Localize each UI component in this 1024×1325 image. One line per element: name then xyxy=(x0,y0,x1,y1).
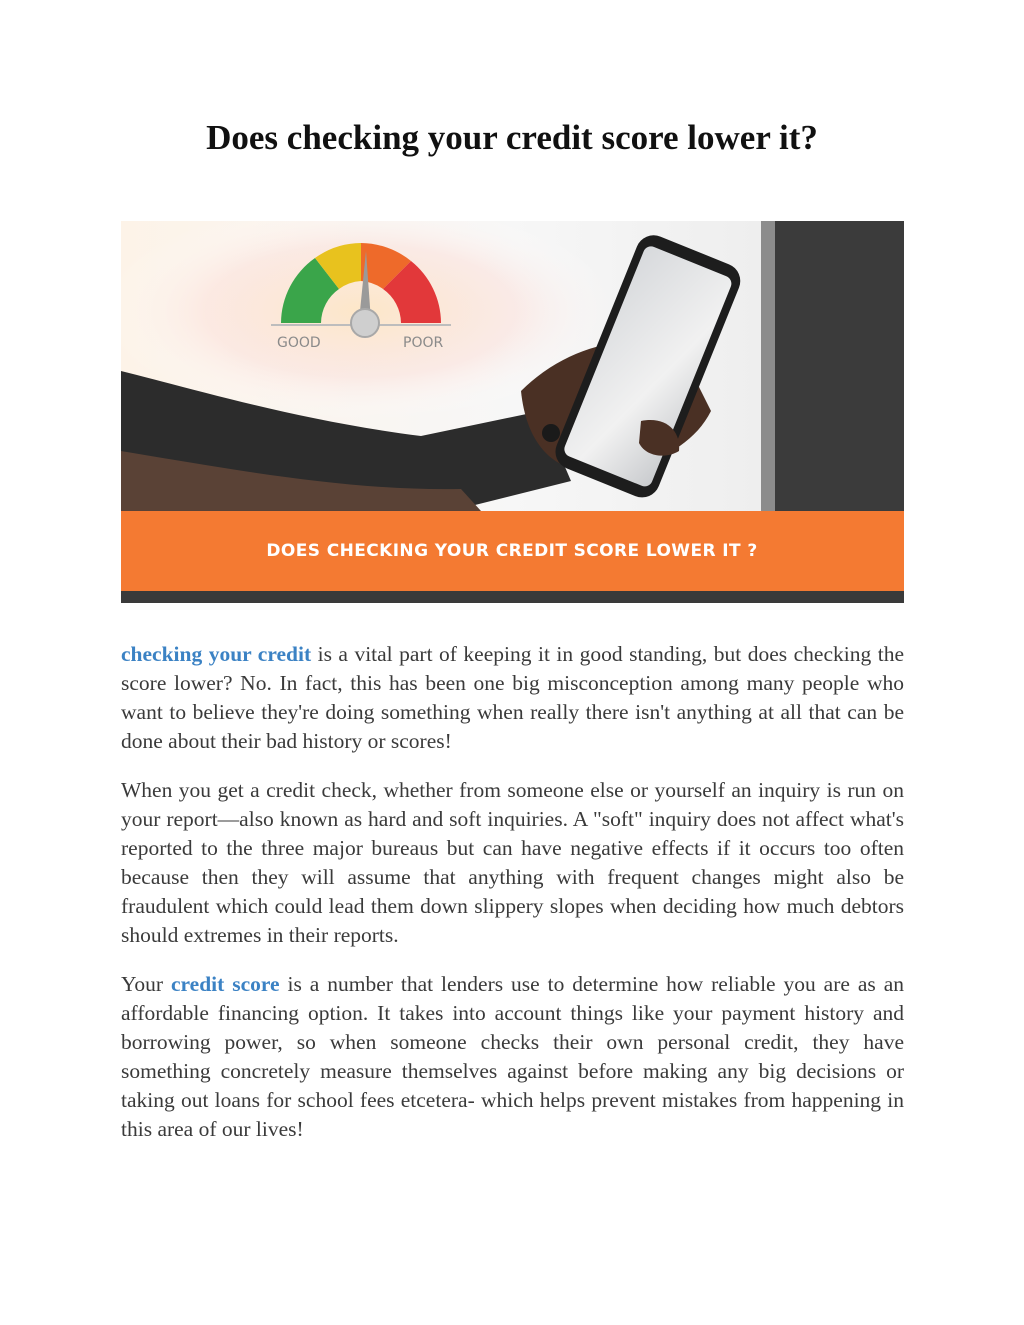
credit-score-link[interactable]: credit score xyxy=(170,972,280,996)
paragraph-3: Your credit score is a number that lenders use to determine how reliable you are as an affordable financing option. It takes into account things like your payment history and borrowing power, so when someone checks their own personal credit, they have something concretely measure themselves against before making any big decisions or taking out loans for school fees etcetera- which helps prevent mistakes from happening in this area of our lives! xyxy=(121,972,904,1141)
paragraph-2: When you get a credit check, whether from someone else or yourself an inquiry is run on your report—also known as hard and soft inquiries. A "soft" inquiry does not affect what's reported to the three major bureaus but can have negative effects if it occurs too often because then they will assume that anything with frequent changes might also be fraudulent which could lead them down slippery slopes when deciding how much debtors should extremes in their reports. xyxy=(121,778,904,947)
checking-your-credit-link[interactable]: checking your credit xyxy=(121,642,312,666)
gauge-poor-label: POOR xyxy=(403,335,444,351)
paragraph-1: checking your credit is a vital part of keeping it in good standing, but does checking the score lower? No. In fact, this has been one big misconception among many people who want to believe they're doing something when really there isn't anything at all that can be done about their bad history or scores! xyxy=(121,642,904,753)
background-pillar xyxy=(769,221,904,511)
gauge-good-label: GOOD xyxy=(277,335,321,351)
article-title: Does checking your credit score lower it? xyxy=(206,118,818,157)
hero-illustration xyxy=(121,221,904,603)
hero-image xyxy=(121,221,904,603)
hero-banner-text: DOES CHECKING YOUR CREDIT SCORE LOWER IT ? xyxy=(266,541,758,561)
article-body xyxy=(121,640,904,1164)
